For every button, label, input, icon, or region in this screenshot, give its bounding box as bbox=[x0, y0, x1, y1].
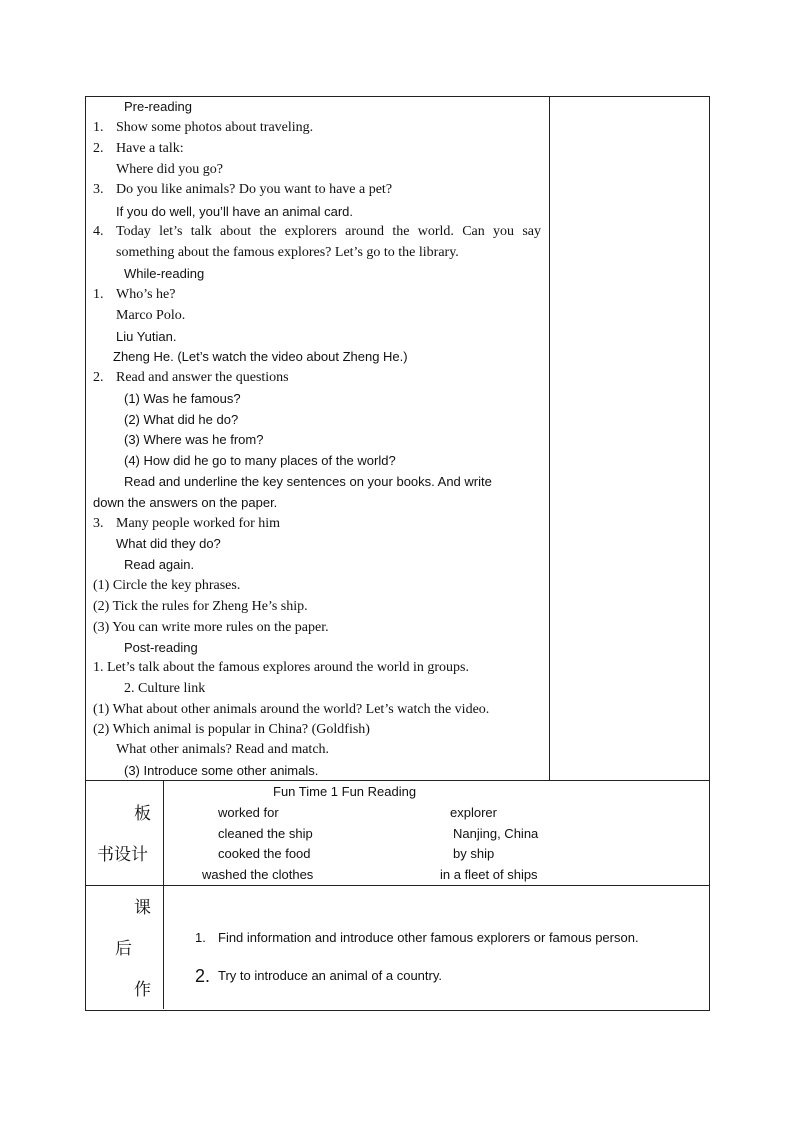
board-right-4: in a fleet of ships bbox=[440, 867, 538, 882]
board-design-label-line1: 板 bbox=[134, 804, 151, 824]
while-2-instruction-line1: Read and underline the key sentences on your books. And write bbox=[124, 474, 492, 489]
board-left-2: cleaned the ship bbox=[218, 826, 313, 841]
pre-reading-heading: Pre-reading bbox=[124, 99, 192, 114]
board-right-2: Nanjing, China bbox=[453, 826, 539, 841]
question-3: (3) Where was he from? bbox=[124, 432, 264, 447]
column-divider-top bbox=[549, 96, 550, 780]
board-design-label-line2: 书设计 bbox=[97, 845, 148, 865]
while-3-sub1: What did they do? bbox=[116, 536, 221, 551]
while-3-num: 3. bbox=[93, 516, 104, 531]
post-1: 1. Let’s talk about the famous explores around the world in groups. bbox=[93, 660, 469, 675]
while-2-text: Read and answer the questions bbox=[116, 370, 289, 385]
pre-1-num: 1. bbox=[93, 120, 104, 135]
question-1: (1) Was he famous? bbox=[124, 391, 241, 406]
post-2-a: (1) What about other animals around the world? Let’s watch the video. bbox=[93, 702, 490, 717]
board-right-3: by ship bbox=[453, 846, 495, 861]
homework-item-1-text: Find information and introduce other famous explorers or famous person. bbox=[218, 930, 639, 945]
pre-4-num: 4. bbox=[93, 224, 104, 239]
while-2-instruction-line2: down the answers on the paper. bbox=[93, 495, 278, 510]
pre-2-text: Have a talk: bbox=[116, 141, 184, 156]
post-2-b-sub: What other animals? Read and match. bbox=[116, 742, 330, 757]
while-1-num: 1. bbox=[93, 287, 104, 302]
pre-3-num: 3. bbox=[93, 182, 104, 197]
while-reading-heading: While-reading bbox=[124, 266, 205, 281]
post-2-c: (3) Introduce some other animals. bbox=[124, 763, 319, 778]
while-3-c: (3) You can write more rules on the paper. bbox=[93, 620, 329, 635]
pre-2-num: 2. bbox=[93, 141, 104, 156]
board-left-4: washed the clothes bbox=[202, 867, 314, 882]
column-divider-bottom bbox=[163, 780, 164, 1009]
while-1-sub1: Marco Polo. bbox=[116, 308, 186, 323]
while-1-sub3: Zheng He. (Let’s watch the video about Zheng He.) bbox=[113, 349, 408, 364]
pre-4-line2: something about the famous explores? Let’s go to the library. bbox=[116, 245, 459, 260]
while-3-b: (2) Tick the rules for Zheng He’s ship. bbox=[93, 599, 308, 614]
post-reading-heading: Post-reading bbox=[124, 640, 198, 655]
homework-item-2-num: 2. bbox=[195, 966, 211, 986]
homework-label-line2: 后 bbox=[115, 939, 132, 959]
pre-4-line1: Today let’s talk about the explorers around the world. Can you say bbox=[116, 224, 541, 239]
post-2-b: (2) Which animal is popular in China? (Goldfish) bbox=[93, 722, 370, 737]
pre-3-sub: If you do well, you’ll have an animal card. bbox=[116, 204, 354, 219]
homework-label-line3: 作 bbox=[134, 980, 151, 1000]
board-left-3: cooked the food bbox=[218, 846, 311, 861]
pre-1-text: Show some photos about traveling. bbox=[116, 120, 314, 135]
pre-2-sub: Where did you go? bbox=[116, 162, 223, 177]
board-right-1: explorer bbox=[450, 805, 497, 820]
while-3-text: Many people worked for him bbox=[116, 516, 281, 531]
row-divider-2 bbox=[85, 885, 709, 886]
board-title: Fun Time 1 Fun Reading bbox=[273, 784, 417, 799]
pre-3-text: Do you like animals? Do you want to have a pet? bbox=[116, 182, 393, 197]
while-3-sub2: Read again. bbox=[124, 557, 195, 572]
while-1-sub2: Liu Yutian. bbox=[116, 329, 177, 344]
homework-item-2-text: Try to introduce an animal of a country. bbox=[218, 968, 442, 983]
homework-item-1-num: 1. bbox=[195, 930, 206, 945]
while-1-text: Who’s he? bbox=[116, 287, 176, 302]
post-2: 2. Culture link bbox=[124, 681, 206, 696]
board-left-1: worked for bbox=[218, 805, 279, 820]
question-2: (2) What did he do? bbox=[124, 412, 239, 427]
homework-label-line1: 课 bbox=[134, 898, 151, 918]
while-3-a: (1) Circle the key phrases. bbox=[93, 578, 241, 593]
while-2-num: 2. bbox=[93, 370, 104, 385]
question-4: (4) How did he go to many places of the world? bbox=[124, 453, 396, 468]
